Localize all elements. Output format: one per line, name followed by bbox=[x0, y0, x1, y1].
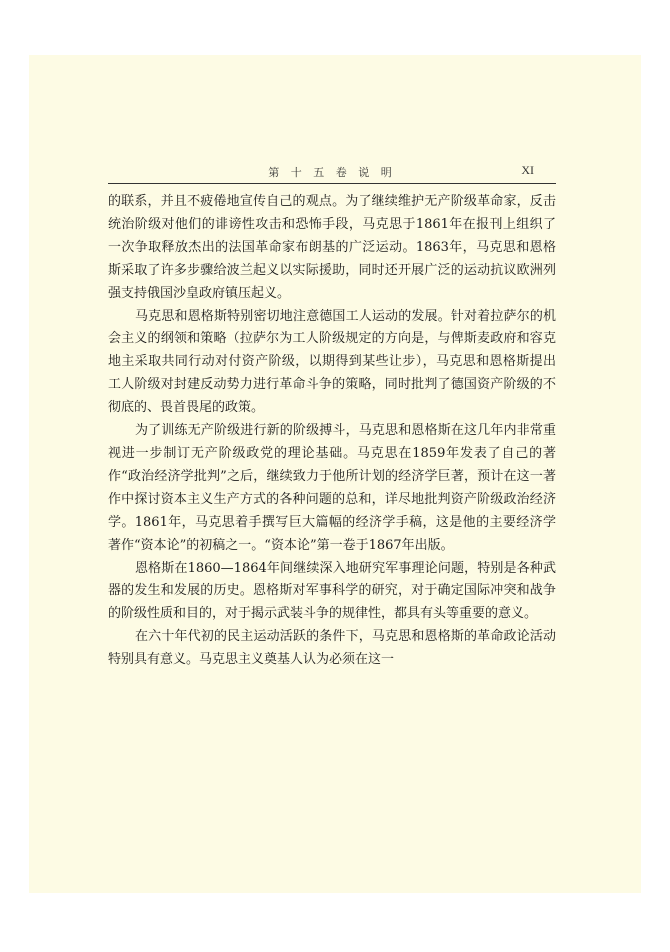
running-header-title: 第 十 五 卷 说 明 bbox=[268, 166, 396, 179]
paragraph: 在六十年代初的民主运动活跃的条件下，马克思和恩格斯的革命政论活动特别具有意义。马克思主义奠基人认为必须在这一 bbox=[108, 629, 556, 668]
running-header bbox=[108, 109, 556, 179]
paragraph: 为了训练无产阶级进行新的阶级搏斗，马克思和恩格斯在这几年内非常重视进一步制订无产阶级政党的理论基础。马克思在1859年发表了自己的著作“政治经济学批判”之后，继续致力于他所计划的经济学巨著，预计在这一著作中探讨资本主义生产方式的各种问题的总和，详尽地批判资产阶级政治经济学。1861年，马克思着手撰写巨大篇幅的经济学手稿，这是他的主要经济学著作“资本论”的初稿之一。“资本论”第一卷于1867年出版。 bbox=[108, 423, 556, 553]
page-number: XI bbox=[521, 163, 534, 177]
paragraph: 恩格斯在1860—1864年间继续深入地研究军事理论问题，特别是各种武器的发生和发展的历史。恩格斯对军事科学的研究，对于确定国际冲突和战争的阶级性质和目的，对于揭示武装斗争的规律性，都具有头等重要的意义。 bbox=[108, 560, 556, 622]
header-rule bbox=[108, 183, 556, 184]
body-text bbox=[108, 191, 556, 672]
paragraph: 的联系，并且不疲倦地宣传自己的观点。为了继续维护无产阶级革命家，反击统治阶级对他们的诽谤性攻击和恐怖手段，马克思于1861年在报刊上组织了一次争取释放杰出的法国革命家布朗基的广泛运动。1863年，马克思和恩格斯采取了许多步骤给波兰起义以实际援助，同时还开展广泛的运动抗议欧洲列强支持俄国沙皇政府镇压起义。 bbox=[108, 194, 556, 301]
paragraph: 马克思和恩格斯特别密切地注意德国工人运动的发展。针对着拉萨尔的机会主义的纲领和策略（拉萨尔为工人阶级规定的方向是，与俾斯麦政府和容克地主采取共同行动对付资产阶级，以期得到某些让步），马克思和恩格斯提出工人阶级对封建反动势力进行革命斗争的策略，同时批判了德国资产阶级的不彻底的、畏首畏尾的政策。 bbox=[108, 308, 556, 416]
